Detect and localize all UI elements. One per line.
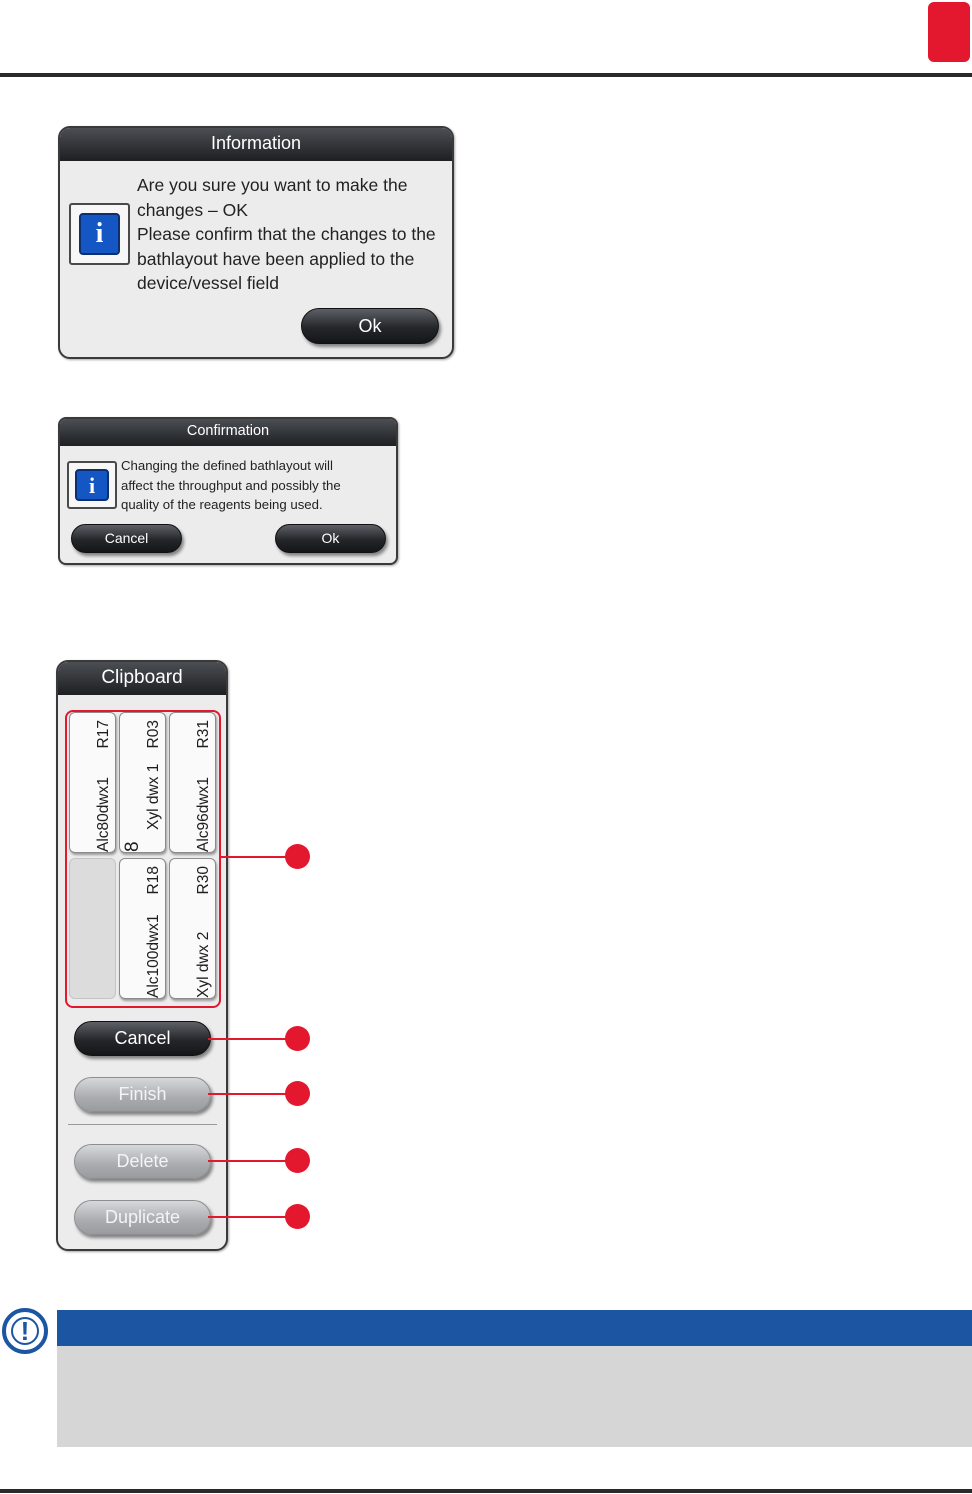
exclamation-symbol: !: [20, 1316, 30, 1346]
slot-reagent-name: Xyl dwx 2: [195, 931, 212, 998]
info-icon: i: [79, 213, 120, 255]
chapter-tab: [928, 2, 970, 62]
information-dialog: [58, 126, 454, 359]
footer-rule: [0, 1489, 972, 1493]
delete-button[interactable]: Delete: [74, 1144, 211, 1179]
slot-selection-frame: [65, 710, 221, 1008]
slot-reagent-name: Alc96dwx1: [195, 777, 212, 852]
slot-reagent-name: Alc80dwx1: [95, 777, 112, 852]
duplicate-button[interactable]: Duplicate: [74, 1200, 211, 1235]
slot-group-number: 8: [122, 841, 143, 852]
finish-button[interactable]: Finish: [74, 1077, 211, 1112]
exclamation-icon: [2, 1308, 48, 1354]
message-line: Please confirm that the changes to the: [137, 224, 436, 245]
info-icon-frame: [69, 203, 130, 265]
message-line: changes – OK: [137, 199, 248, 220]
slot-reagent-code: R17: [95, 720, 112, 749]
dialog-message: [121, 456, 391, 515]
note-body: [57, 1346, 972, 1447]
info-icon-frame: [67, 461, 117, 509]
message-line: device/vessel field: [137, 273, 280, 294]
slot-reagent-code: R31: [195, 720, 212, 749]
slot-reagent-code: R03: [145, 720, 162, 749]
cancel-button[interactable]: Cancel: [74, 1021, 211, 1056]
header-rule: [0, 73, 972, 77]
slot-reagent-code: R30: [195, 866, 212, 895]
info-icon: i: [75, 469, 109, 501]
dialog-message: [137, 173, 452, 296]
callout-marker: [285, 1204, 310, 1229]
slot-reagent-code: R18: [145, 866, 162, 895]
clipboard-panel: [56, 660, 228, 1251]
divider: [68, 1124, 217, 1125]
cancel-button[interactable]: Cancel: [71, 524, 182, 553]
ok-button[interactable]: Ok: [275, 524, 386, 553]
dialog-title: Confirmation: [60, 419, 396, 446]
message-line: affect the throughput and possibly the: [121, 477, 341, 493]
clipboard-title: Clipboard: [58, 662, 226, 695]
callout-marker: [285, 1081, 310, 1106]
callout-marker: [285, 1026, 310, 1051]
dialog-title: Information: [60, 128, 452, 161]
message-line: quality of the reagents being used.: [121, 497, 323, 513]
callout-marker: [285, 1148, 310, 1173]
message-line: bathlayout have been applied to the: [137, 248, 415, 269]
message-line: Are you sure you want to make the: [137, 175, 408, 195]
note-header-bar: [57, 1310, 972, 1346]
slot-reagent-name: Alc100dwx1: [145, 914, 162, 998]
ok-button[interactable]: Ok: [301, 308, 439, 344]
message-line: Changing the defined bathlayout will: [121, 458, 333, 473]
slot-reagent-name: Xyl dwx 1: [145, 763, 162, 830]
callout-marker: [285, 844, 310, 869]
confirmation-dialog: [58, 417, 398, 565]
